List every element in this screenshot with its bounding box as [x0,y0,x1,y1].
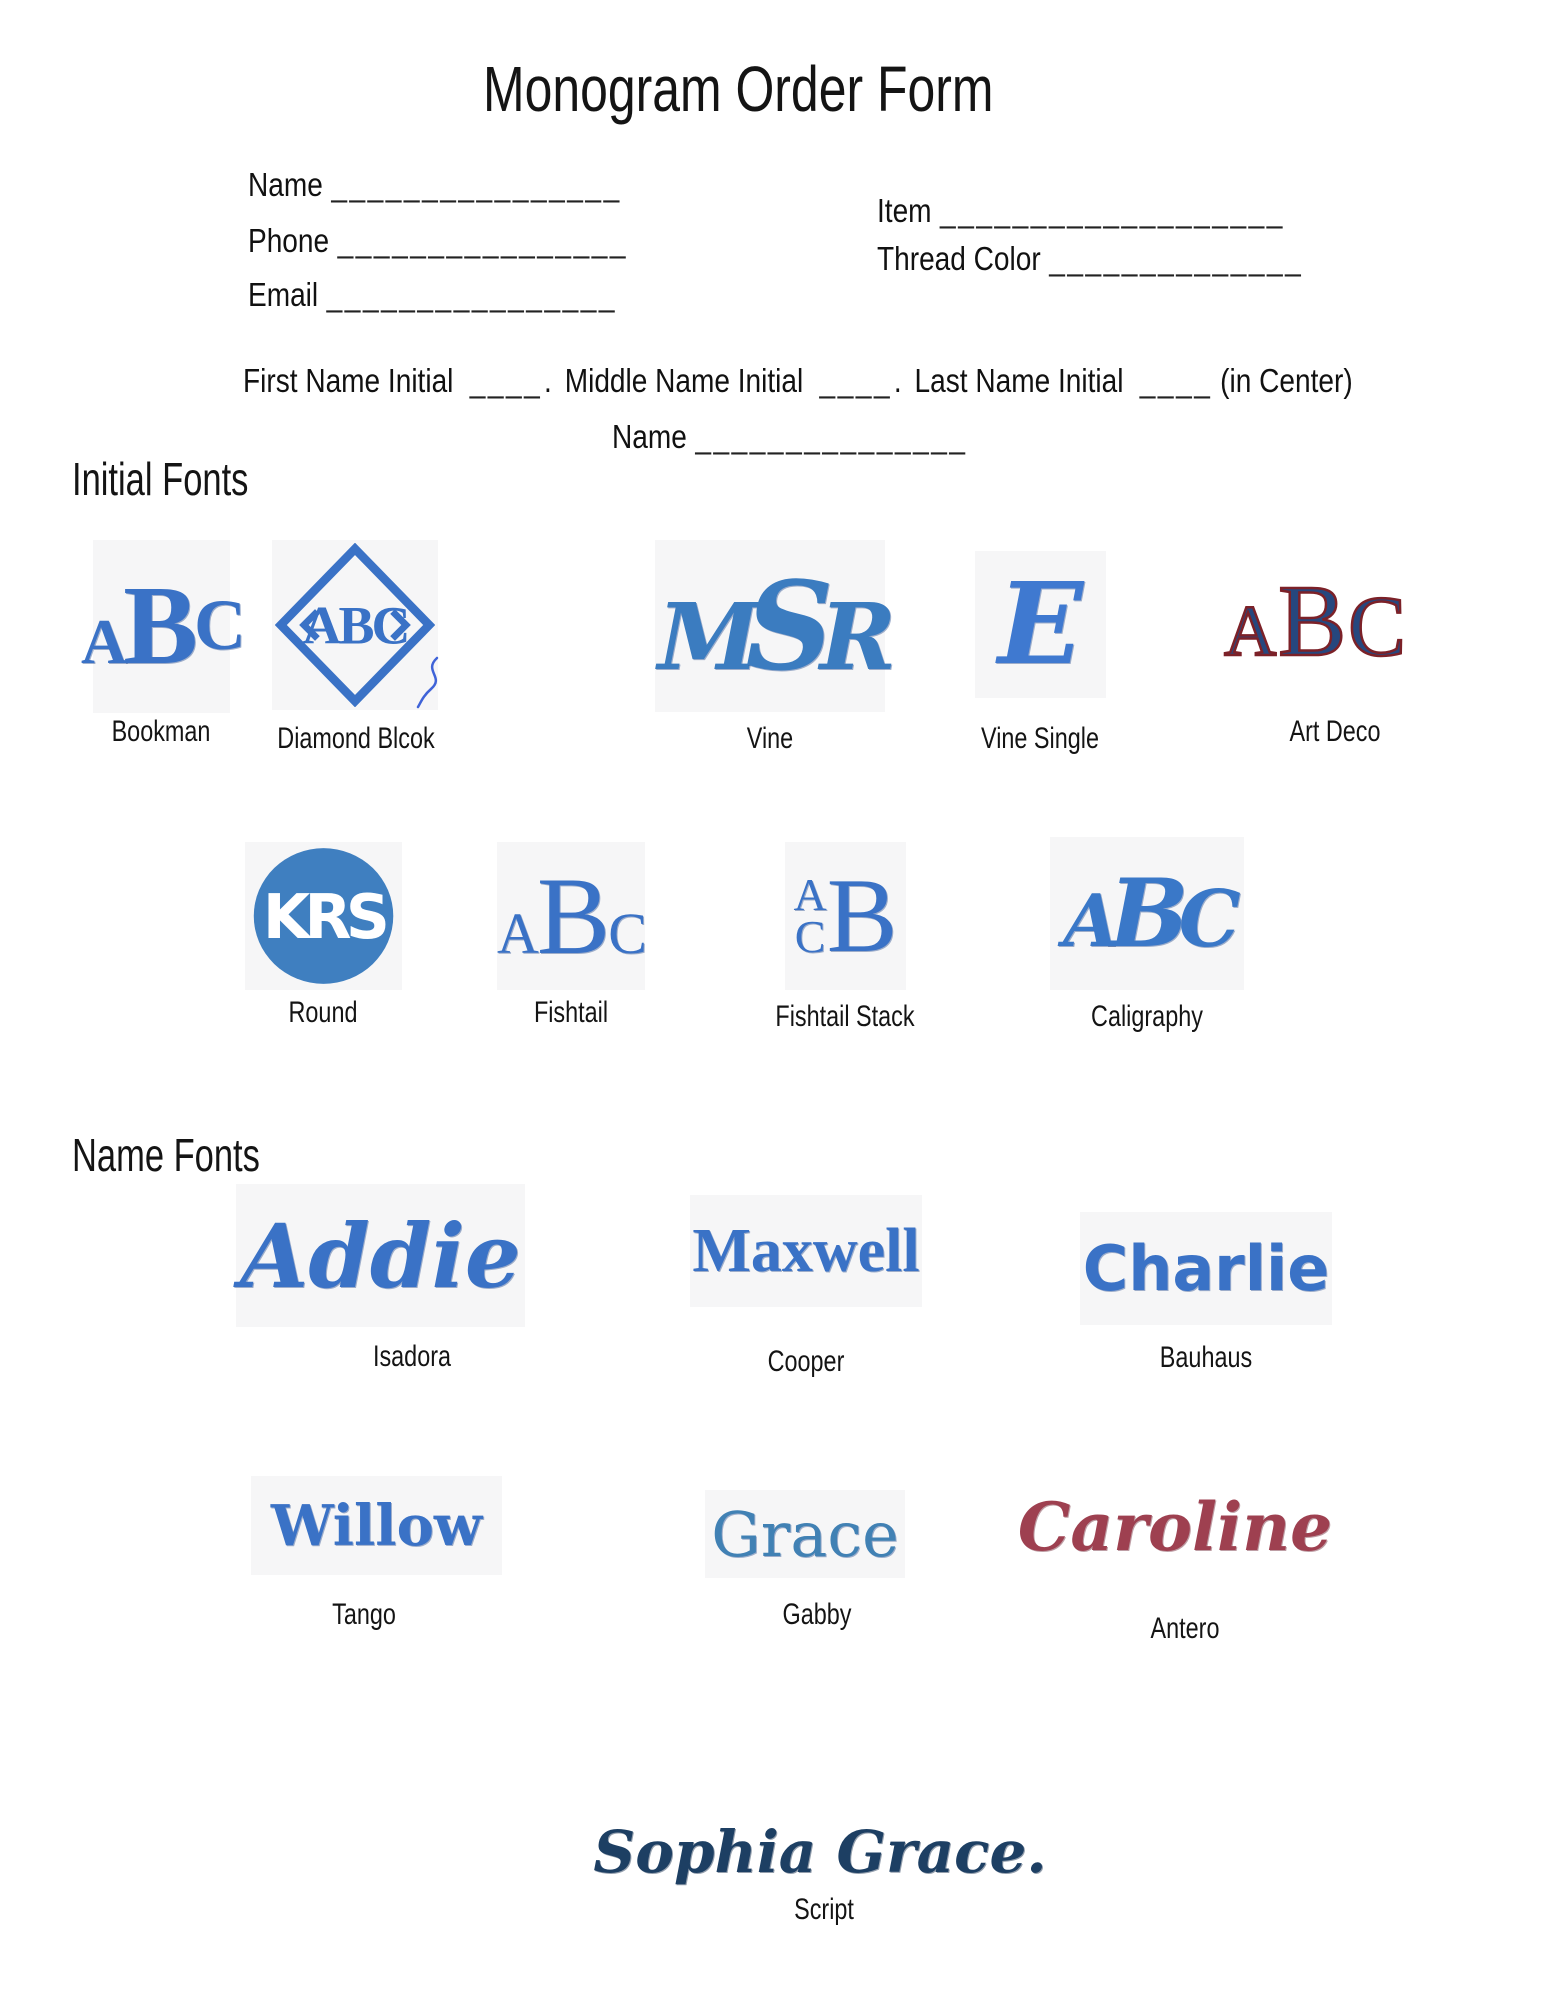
monogram-sample-vine-single [975,551,1106,698]
thread-color-label: Thread Color [877,240,1041,277]
pen-squiggle-mark [415,655,445,710]
svg-text:ABC: ABC [302,595,408,656]
font-label-vine: Vine [746,722,794,755]
initial-fonts-heading: Initial Fonts [72,453,249,505]
middle-initial-blank[interactable]: ____ [819,362,893,399]
field-monogram-name [612,418,968,456]
monogram-sample-caligraphy [1050,837,1244,990]
field-initials-line [243,362,1361,400]
font-label-fishtail-stack: Fishtail Stack [775,1000,915,1033]
first-initial-blank[interactable]: ____ [469,362,543,399]
font-label-caligraphy: Caligraphy [1091,1000,1203,1033]
vine-letters: MSR [657,554,883,698]
first-initial-label: First Name Initial [243,362,454,399]
font-label-antero: Antero [1150,1612,1220,1645]
font-label-diamond-block: Diamond Blcok [277,722,435,755]
gabby-text: Grace [711,1497,899,1571]
font-label-bauhaus: Bauhaus [1159,1341,1253,1374]
fishtail-letters: ABC [497,854,645,977]
font-label-bookman: Bookman [111,715,211,748]
email-blank-line[interactable]: ________________ [326,276,618,313]
monogram-sample-fishtail-stack [785,842,906,990]
in-center-note: (in Center) [1220,362,1353,399]
email-label: Email [248,276,319,313]
name-blank-line[interactable]: ________________ [331,166,622,203]
last-initial-label: Last Name Initial [914,362,1124,399]
name-sample-antero [1017,1472,1333,1582]
monogram-name-label: Name [612,418,687,455]
name-sample-isadora [236,1184,525,1327]
bauhaus-text: Charlie [1082,1232,1330,1305]
diamond-outline-icon [275,543,435,707]
monogram-sample-diamond-block [272,540,438,710]
tango-text: Willow [270,1492,483,1559]
field-phone [248,222,628,260]
monogram-sample-fishtail [497,842,645,990]
field-item [877,192,1285,230]
monogram-sample-round [245,842,402,990]
caligraphy-letters: ABC [1063,858,1231,969]
art-deco-letters: ABC [1224,564,1408,678]
script-text: Sophia Grace. [593,1818,1047,1886]
vine-single-letter: E [997,559,1084,690]
svg-text:KRS: KRS [262,881,384,953]
page-title: Monogram Order Form [483,53,994,125]
name-label: Name [248,166,323,203]
name-sample-script [560,1818,1080,1886]
monogram-sample-bookman [81,540,242,713]
isadora-text: Addie [240,1203,521,1308]
font-label-round: Round [288,996,358,1029]
last-initial-blank[interactable]: ____ [1139,362,1213,399]
field-name [248,166,622,204]
font-label-script: Script [794,1893,854,1926]
phone-label: Phone [248,222,330,259]
antero-text: Caroline [1017,1488,1333,1566]
field-thread-color [877,240,1303,278]
separator-dot: . [544,362,552,399]
monogram-sample-vine [655,540,885,712]
separator-dot: . [893,362,902,399]
fishtail-stack-letters: A C B [793,857,898,974]
name-sample-gabby [705,1490,905,1578]
font-label-vine-single: Vine Single [981,722,1099,755]
font-label-tango: Tango [332,1598,396,1631]
bookman-letters: ABC [81,564,242,688]
name-sample-cooper [690,1195,922,1307]
font-label-art-deco: Art Deco [1289,715,1381,748]
font-label-gabby: Gabby [782,1598,852,1631]
name-fonts-heading: Name Fonts [72,1129,260,1181]
monogram-sample-art-deco [1200,562,1432,680]
font-label-isadora: Isadora [372,1340,452,1373]
field-email [248,276,617,314]
cooper-text: Maxwell [692,1216,920,1285]
font-label-cooper: Cooper [767,1345,845,1378]
round-monogram-icon [249,845,399,987]
name-sample-bauhaus [1080,1212,1332,1325]
item-label: Item [877,192,932,229]
monogram-name-blank[interactable]: _______________ [695,418,968,455]
phone-blank-line[interactable]: ________________ [337,222,629,259]
name-sample-tango [251,1476,502,1575]
middle-initial-label: Middle Name Initial [564,362,804,399]
item-blank-line[interactable]: ___________________ [940,192,1285,229]
thread-color-blank-line[interactable]: ______________ [1049,240,1304,277]
font-label-fishtail: Fishtail [533,996,609,1029]
